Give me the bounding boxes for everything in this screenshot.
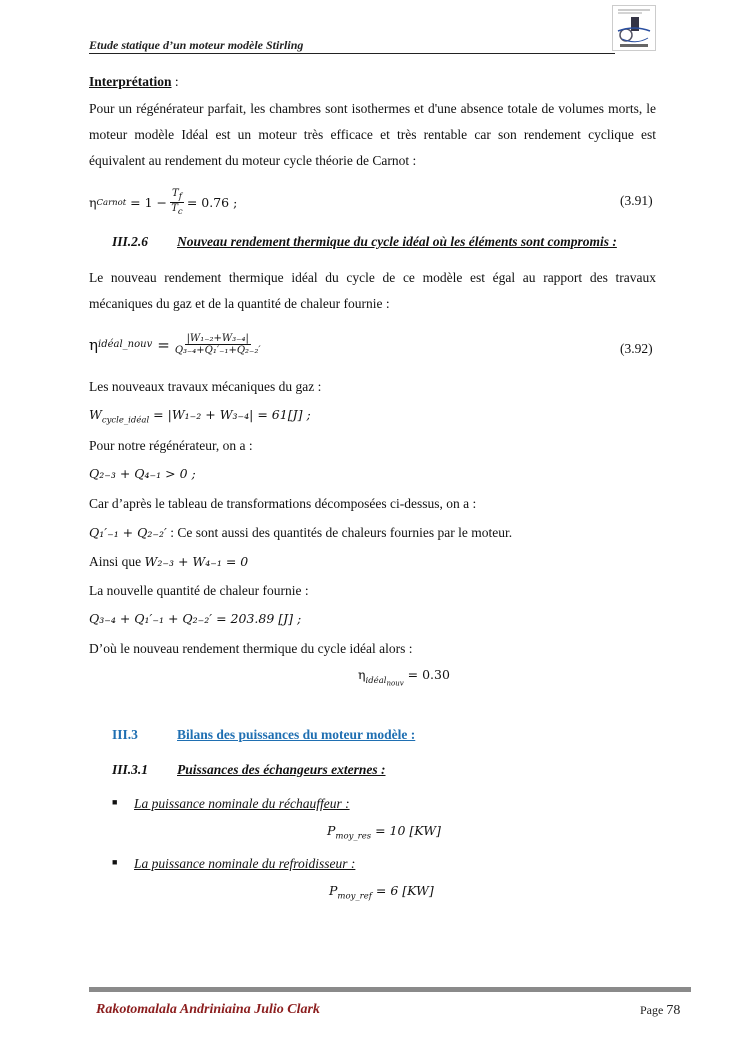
footer-rule xyxy=(89,987,691,992)
interpretation-heading: Interprétation xyxy=(89,74,172,89)
equation-number-3-91: (3.91) xyxy=(620,193,653,208)
line-dou: D’où le nouveau rendement thermique du cycle idéal alors : xyxy=(89,641,413,656)
header-rule xyxy=(89,53,615,54)
line-regenerateur: Pour notre régénérateur, on a : xyxy=(89,438,253,453)
equation-number-3-92: (3.92) xyxy=(620,341,653,356)
bullet-rechauffeur-label: La puissance nominale du réchauffeur : xyxy=(134,796,350,811)
line-chaleurs-fournies: Q₁′₋₁ + Q₂₋₂′ : Ce sont aussi des quantités de chaleurs fournies par le moteur. xyxy=(89,525,513,540)
eta-ideal-subscript: idéal_nouv xyxy=(98,339,153,350)
equation-q-sum: Q₂₋₃ + Q₄₋₁ > 0 ; xyxy=(89,466,196,481)
equation-p-ref: $P_{moy\_ref} = 6$ [KW] xyxy=(329,883,434,902)
section-number-3-2-6: III.2.6 xyxy=(112,234,149,249)
fraction-numerator: |W₁₋₂+W₃₋₄| xyxy=(186,333,249,344)
section-number-3-3: III.3 xyxy=(112,727,138,742)
interpretation-colon: : xyxy=(171,74,179,89)
footer-author: Rakotomalala Andriniaina Julio Clark xyxy=(96,1002,320,1017)
bullet-marker: ■ xyxy=(112,797,118,807)
equation-q-total: Q₃₋₄ + Q₁′₋₁ + Q₂₋₂′ = 203.89 [J] ; xyxy=(89,611,302,626)
line-tableau: Car d’après le tableau de transformations décomposées ci-dessus, on a : xyxy=(89,496,477,511)
footer-page xyxy=(640,1003,680,1019)
eq391-result: = 0.76 ; xyxy=(186,195,238,210)
equation-final-efficiency: $\eta_{idéal_{nouv}} = 0.30$ xyxy=(358,667,450,688)
line-chaleur-fournie: La nouvelle quantité de chaleur fournie : xyxy=(89,583,309,598)
efficiency-fraction xyxy=(175,333,261,356)
equation-3-91: η Carnot = 1 − $\frac{T_f}{T_c}$ = 0.76 ; xyxy=(89,188,238,217)
interpretation-heading-line xyxy=(89,73,179,91)
section-title-3-3-1: Puissances des échangeurs externes : xyxy=(177,762,386,777)
line-ainsi-que: Ainsi que W₂₋₃ + W₄₋₁ = 0 xyxy=(89,554,249,569)
section-title-3-3: Bilans des puissances du moteur modèle : xyxy=(177,727,416,742)
fraction-denominator: Q₃₋₄+Q₁′₋₁+Q₂₋₂′ xyxy=(174,345,261,356)
bullet-refroidisseur-label: La puissance nominale du refroidisseur : xyxy=(134,856,356,871)
section-number-3-3-1: III.3.1 xyxy=(112,762,149,777)
eq391-prefix: = 1 − xyxy=(130,195,168,210)
equation-p-res: $P_{moy\_res} = 10$ [KW] xyxy=(327,823,441,842)
eta-carnot-subscript: Carnot xyxy=(96,197,127,208)
equation-wcycle: $W_{cycle\_idéal} = |W_{1-2} + W_{3-4}| = 61[J]$ ; xyxy=(89,407,311,426)
section-title-3-2-6: Nouveau rendement thermique du cycle idéal où les éléments sont compromis : xyxy=(177,234,617,249)
bullet-marker: ■ xyxy=(112,857,118,867)
tf-over-tc-fraction: $\frac{T_f}{T_c}$ xyxy=(171,188,183,217)
stirling-logo xyxy=(612,5,656,51)
page-number: 78 xyxy=(666,1003,681,1018)
equation-3-92: η idéal_nouv = $\frac{\text{|W₁₋₂+W₃₋₄|}}{\text{Q₃₋₄+Q₁′₋₁+Q₂₋₂′}}$ xyxy=(89,333,261,356)
paragraph-carnot: Pour un régénérateur parfait, les chambres sont isothermes et d'une absence totale de volumes morts, le moteur modèle Idéal est un moteur très efficace et très rentable car son rendement cyclique est équivalent au rendement du moteur cycle théorie de Carnot : xyxy=(89,101,656,168)
line-travaux: Les nouveaux travaux mécaniques du gaz : xyxy=(89,379,322,394)
page-label: Page xyxy=(640,1003,664,1017)
paragraph-rendement: Le nouveau rendement thermique idéal du cycle de ce modèle est égal au rapport des travaux mécaniques du gaz et de la quantité de chaleur fournie : xyxy=(89,270,656,311)
header-title: Etude statique d’un moteur modèle Stirling xyxy=(89,38,304,52)
